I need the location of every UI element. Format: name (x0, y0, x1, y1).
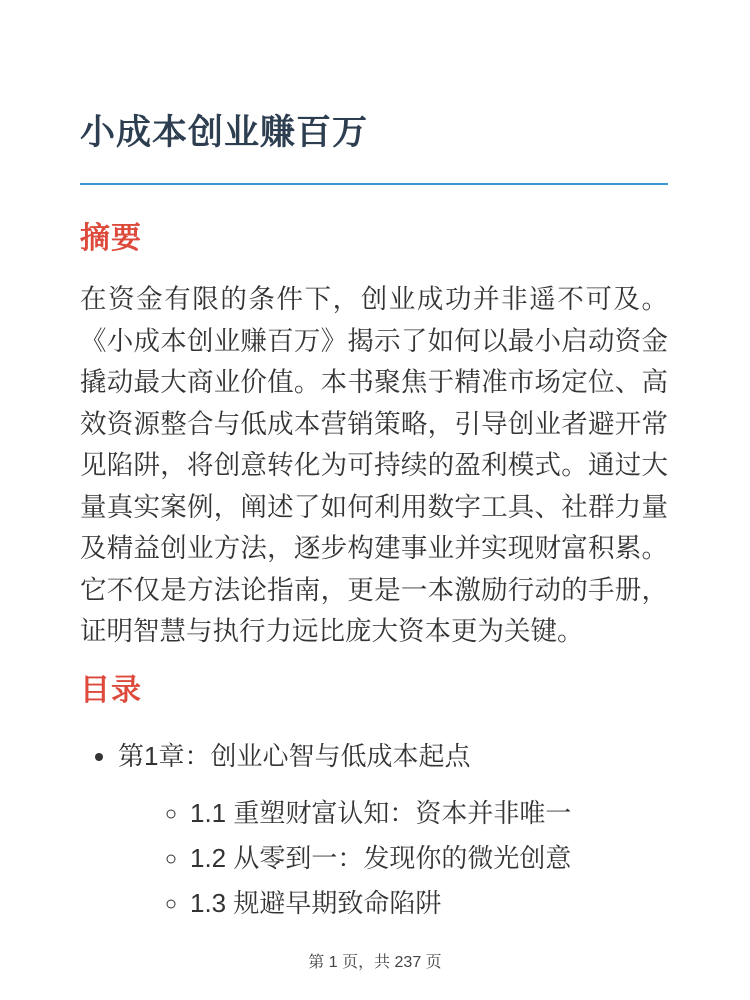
page-number-indicator: 第 1 页，共 237 页 (308, 953, 442, 971)
abstract-paragraph: 在资金有限的条件下，创业成功并非遥不可及。《小成本创业赚百万》揭示了如何以最小启动资金撬动最大商业价值。本书聚焦于精准市场定位、高效资源整合与低成本营销策略，引导创业者避开常见陷阱，将创意转化为可持续的盈利模式。通过大量真实案例，阐述了如何利用数字工具、社群力量及精益创业方法，逐步构建事业并实现财富积累。它不仅是方法论指南，更是一本激励行动的手册，证明智慧与执行力远比庞大资本更为关键。 (80, 284, 668, 646)
toc-chapter-label: 第1章：创业心智与低成本起点 (118, 740, 471, 771)
toc-section-item: ◦ 1.2 从零到一：发现你的微光创意 (190, 839, 668, 878)
abstract-heading: 摘要 (80, 222, 142, 255)
toc-sublist (118, 794, 668, 923)
toc-heading: 目录 (80, 673, 142, 707)
toc-chapter-item (118, 737, 668, 923)
page-title: 小成本创业赚百万 (80, 112, 668, 185)
toc-section-item: ◦ 1.1 重塑财富认知：资本并非唯一 (190, 794, 668, 833)
toc-list (80, 737, 668, 923)
toc-section-item: ◦ 1.3 规避早期致命陷阱 (190, 884, 668, 923)
